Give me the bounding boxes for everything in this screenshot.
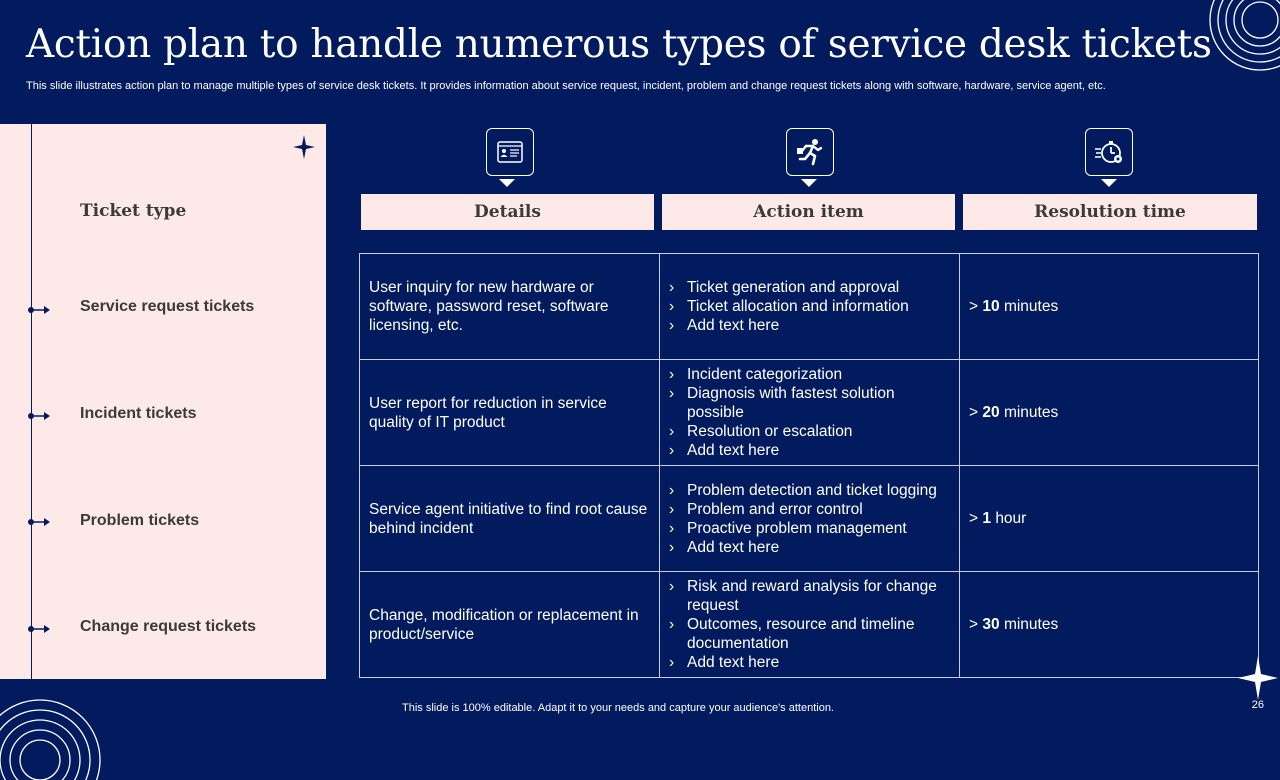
action-list-item: › Problem and error control: [669, 500, 950, 519]
action-list-item: › Add text here: [669, 653, 950, 672]
action-list-item: › Ticket allocation and information: [669, 297, 950, 316]
action-list-item: › Outcomes, resource and timeline documentation: [669, 615, 950, 653]
resolution-prefix: >: [969, 404, 979, 421]
action-list-item: › Add text here: [669, 538, 950, 557]
resolution-unit: minutes: [1003, 404, 1059, 421]
action-list-item: › Incident categorization: [669, 365, 950, 384]
action-list-item: › Diagnosis with fastest solution possible: [669, 384, 950, 422]
resolution-unit: minutes: [1003, 298, 1059, 315]
footer-note: This slide is 100% editable. Adapt it to your needs and capture your audience's attention.: [402, 702, 834, 714]
id-card-icon: [497, 141, 523, 163]
stopwatch-icon: [1094, 139, 1124, 165]
running-person-icon: [796, 138, 824, 166]
resolution-value: 10: [982, 298, 1000, 315]
ticket-item-change-request: Change request tickets: [80, 618, 257, 635]
concentric-circles-decoration: [1190, 0, 1280, 90]
resolution-prefix: >: [969, 616, 979, 633]
sparkle-icon: [293, 135, 315, 159]
caret-down-icon: [1101, 179, 1117, 187]
caret-down-icon: [499, 179, 515, 187]
action-cell: [660, 572, 960, 678]
details-cell: User inquiry for new hardware or software, password reset, software licensing, etc.: [360, 254, 660, 360]
resolution-prefix: >: [969, 298, 979, 315]
resolution-prefix: >: [969, 510, 979, 527]
table-row: [360, 254, 1259, 360]
action-list-item: › Add text here: [669, 316, 950, 335]
page-number: 26: [1251, 699, 1264, 711]
ticket-item-service-request: Service request tickets: [80, 298, 255, 315]
ticket-item-problem: Problem tickets: [80, 512, 200, 529]
resolution-value: 1: [982, 510, 991, 527]
details-icon-box: [486, 128, 534, 176]
tickets-table: [359, 253, 1259, 678]
slide-title: Action plan to handle numerous types of service desk tickets: [26, 22, 1212, 67]
details-cell: User report for reduction in service quality of IT product: [360, 360, 660, 466]
action-list-item: › Problem detection and ticket logging: [669, 481, 950, 500]
action-list-item: › Add text here: [669, 441, 950, 460]
action-cell: [660, 466, 960, 572]
ticket-type-header: Ticket type: [80, 201, 187, 221]
table-row: [360, 572, 1259, 678]
resolution-icon-box: [1085, 128, 1133, 176]
resolution-value: 30: [982, 616, 1000, 633]
action-list-item: › Proactive problem management: [669, 519, 950, 538]
resolution-value: 20: [982, 404, 1000, 421]
action-cell: [660, 360, 960, 466]
action-list-item: › Ticket generation and approval: [669, 278, 950, 297]
resolution-cell: [960, 572, 1259, 678]
resolution-cell: [960, 254, 1259, 360]
action-list-item: › Risk and reward analysis for change request: [669, 577, 950, 615]
details-cell: Change, modification or replacement in product/service: [360, 572, 660, 678]
column-header-action-item: Action item: [662, 194, 955, 230]
action-list-item: › Resolution or escalation: [669, 422, 950, 441]
resolution-unit: hour: [995, 510, 1027, 527]
ticket-item-incident: Incident tickets: [80, 405, 197, 422]
ticket-type-panel: [0, 124, 326, 679]
caret-down-icon: [801, 179, 817, 187]
action-cell: [660, 254, 960, 360]
resolution-cell: [960, 360, 1259, 466]
arrow-bullet-icon: [26, 516, 52, 528]
timeline-line: [31, 124, 32, 679]
arrow-bullet-icon: [26, 623, 52, 635]
details-cell: Service agent initiative to find root cause behind incident: [360, 466, 660, 572]
arrow-bullet-icon: [26, 304, 52, 316]
resolution-cell: [960, 466, 1259, 572]
resolution-unit: minutes: [1003, 616, 1059, 633]
table-row: [360, 466, 1259, 572]
slide-subtitle: This slide illustrates action plan to manage multiple types of service desk tickets. It provides information about service request, incident, problem and change request tickets along with software, hardware, service agent, etc.: [26, 80, 1106, 92]
table-row: [360, 360, 1259, 466]
column-header-resolution-time: Resolution time: [963, 194, 1257, 230]
action-icon-box: [786, 128, 834, 176]
arrow-bullet-icon: [26, 410, 52, 422]
sparkle-icon: [1238, 656, 1278, 700]
column-header-details: Details: [361, 194, 654, 230]
concentric-circles-decoration-bottom: [0, 670, 120, 780]
